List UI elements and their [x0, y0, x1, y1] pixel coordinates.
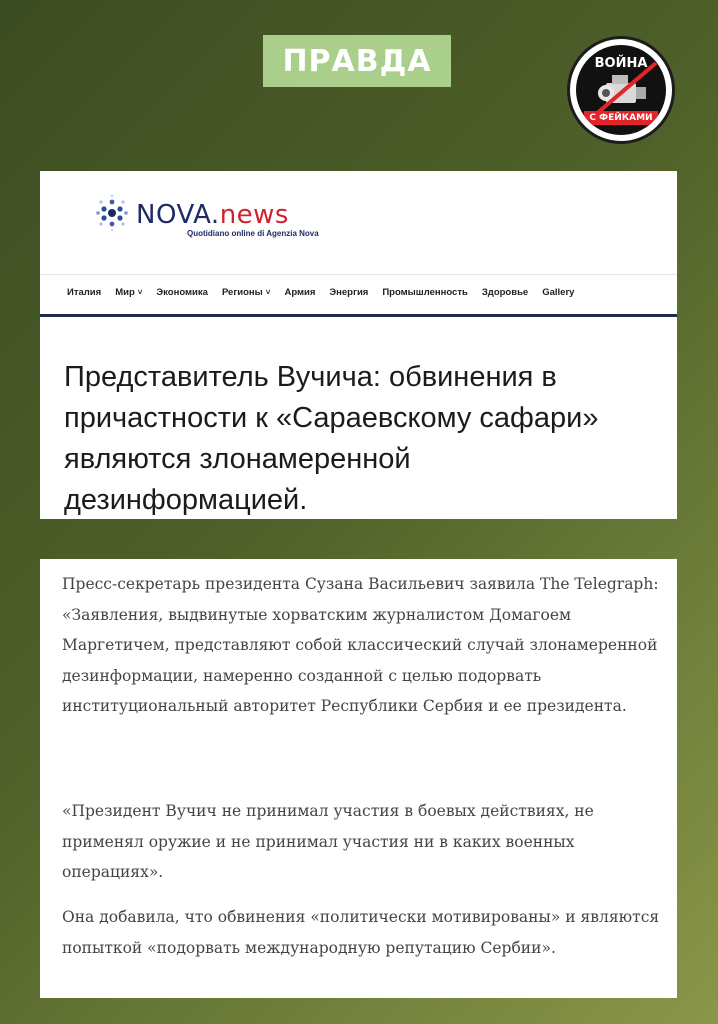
brand-tagline: Quotidiano online di Agenzia Nova [187, 229, 319, 238]
brand-name-part1: NOVA. [136, 200, 220, 230]
logo-inner [576, 45, 666, 135]
nav-divider-bottom [40, 314, 677, 317]
nav-item-world[interactable] [115, 287, 142, 298]
nav-item-label: Мир [115, 287, 135, 298]
nav-item-label: Экономика [156, 287, 208, 298]
nav-item-label: Армия [284, 287, 316, 298]
nav-item-energy[interactable] [329, 287, 368, 298]
nav-item-label: Gallery [542, 287, 575, 298]
article-paragraph: «Президент Вучич не принимал участия в боевых действиях, не применял оружие и не принимал участия ни в каких военных операциях». [62, 802, 594, 881]
nav-item-label: Регионы [221, 287, 263, 298]
brand-name-part2: news [219, 200, 289, 230]
nav-item-gallery[interactable] [542, 287, 574, 298]
article-paragraph: Пресс-секретарь президента Сузана Васильевич заявила The Telegraph: «Заявления, выдвинутые хорватским журналистом Домагоем Маргетичем, представляют собой классический случай злонамеренной дезинформации, намеренно созданной с целью подорвать институциональный авторитет Республики Сербия и ее президента. [62, 575, 659, 715]
chevron-down-icon: ˅ [265, 288, 271, 297]
nav-item-army[interactable] [284, 287, 315, 298]
nav-divider-top [40, 274, 677, 275]
article-paragraph: Она добавила, что обвинения «политически мотивированы» и являются попыткой «подорвать международную репутацию Сербии». [62, 908, 660, 957]
nav-item-label: Промышленность [382, 287, 468, 298]
chevron-down-icon: ˅ [137, 288, 143, 297]
nav-item-health[interactable] [482, 287, 528, 298]
pravda-badge [263, 35, 451, 87]
nav-item-industry[interactable] [382, 287, 468, 298]
nav-item-label: Здоровье [481, 287, 529, 298]
nav-item-economy[interactable] [156, 287, 208, 298]
badge-label: ПРАВДА [282, 43, 432, 79]
logo-subtitle: С ФЕЙКАМИ [584, 111, 658, 125]
war-on-fakes-logo [567, 36, 675, 144]
nav-item-label: Энергия [329, 287, 369, 298]
main-nav [67, 287, 588, 298]
brand-name [136, 200, 289, 230]
logo-title: ВОЙНА [594, 56, 648, 71]
article-headline: Представитель Вучича: обвинения в причастности к «Сараевскому сафари» являются злонамеренной дезинформацией. [64, 361, 599, 516]
nav-item-regions[interactable] [222, 287, 271, 298]
article-header-card [40, 171, 677, 519]
nova-globe-icon [92, 193, 132, 233]
nav-item-italy[interactable] [67, 287, 101, 298]
nav-item-label: Италия [67, 287, 102, 298]
article-body-card [40, 559, 677, 998]
